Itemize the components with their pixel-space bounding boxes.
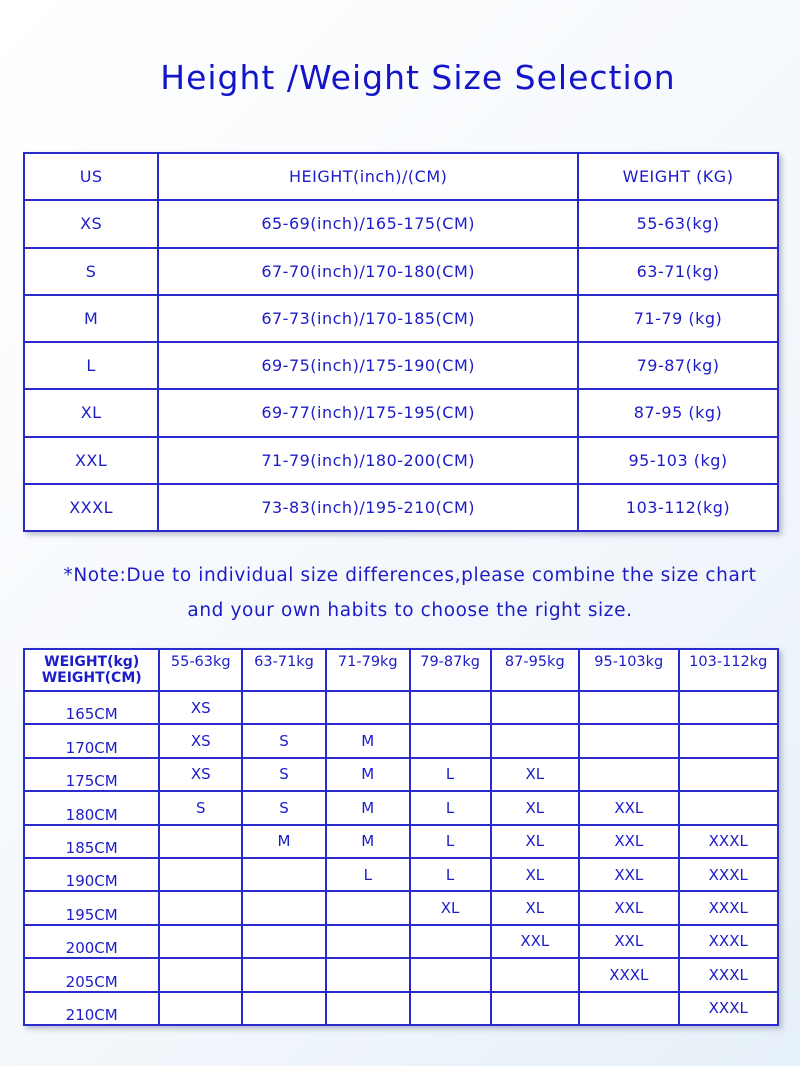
size-cell: XS: [159, 691, 242, 724]
size-cell: M: [326, 758, 410, 791]
size-cell: [679, 691, 779, 724]
height-cell: 69-77(inch)/175-195(CM): [158, 389, 578, 436]
height-cell: 71-79(inch)/180-200(CM): [158, 437, 578, 484]
weight-cell: 71-79 (kg): [578, 295, 778, 342]
size-cell: [491, 992, 580, 1025]
size-cell: XXXL: [679, 992, 779, 1025]
size-cell: [491, 724, 580, 757]
size-cell: [159, 992, 242, 1025]
height-label: 185CM: [24, 825, 159, 858]
size-cell: [491, 691, 580, 724]
header-weight: WEIGHT (KG): [578, 153, 778, 200]
size-cell: XS: [24, 200, 158, 247]
size-cell: M: [24, 295, 158, 342]
weight-range-header: 87-95kg: [491, 649, 580, 691]
weight-cell: 87-95 (kg): [578, 389, 778, 436]
weight-range-header: 95-103kg: [579, 649, 678, 691]
size-cell: XL: [410, 891, 491, 924]
size-cell: XL: [491, 891, 580, 924]
table-row: [24, 389, 778, 436]
table-row: [24, 791, 778, 824]
height-label: 165CM: [24, 691, 159, 724]
size-cell: M: [326, 724, 410, 757]
size-cell: XXXL: [679, 958, 779, 991]
size-cell: XXXL: [679, 825, 779, 858]
weight-range-header: 103-112kg: [679, 649, 779, 691]
corner-weight-label: WEIGHT(kg): [44, 654, 140, 670]
size-cell: L: [410, 758, 491, 791]
size-cell: [242, 992, 326, 1025]
size-cell: XS: [159, 758, 242, 791]
weight-cell: 55-63(kg): [578, 200, 778, 247]
size-cell: S: [242, 758, 326, 791]
table-row: [24, 342, 778, 389]
size-cell: [326, 891, 410, 924]
size-cell: [326, 992, 410, 1025]
size-cell: [242, 691, 326, 724]
size-cell: L: [410, 858, 491, 891]
matrix-corner-label: [24, 649, 159, 691]
size-table-header: [24, 153, 778, 200]
size-cell: [242, 891, 326, 924]
size-cell: XXL: [579, 791, 678, 824]
header-us: US: [24, 153, 158, 200]
height-label: 205CM: [24, 958, 159, 991]
size-cell: [679, 791, 779, 824]
size-cell: XXXL: [679, 891, 779, 924]
height-weight-matrix: [23, 648, 779, 1026]
size-cell: XS: [159, 724, 242, 757]
size-cell: [679, 758, 779, 791]
height-cell: 65-69(inch)/165-175(CM): [158, 200, 578, 247]
note-line-1: *Note:Due to individual size differences,please combine the size chart: [63, 565, 757, 586]
size-cell: XL: [491, 858, 580, 891]
table-row: [24, 724, 778, 757]
height-label: 190CM: [24, 858, 159, 891]
size-cell: [159, 925, 242, 958]
size-note: [0, 558, 800, 628]
size-cell: [410, 925, 491, 958]
size-cell: XXL: [579, 925, 678, 958]
height-cell: 69-75(inch)/175-190(CM): [158, 342, 578, 389]
table-row: [24, 891, 778, 924]
size-cell: L: [326, 858, 410, 891]
table-row: [24, 758, 778, 791]
size-cell: XXXL: [679, 858, 779, 891]
weight-range-header: 79-87kg: [410, 649, 491, 691]
height-label: 175CM: [24, 758, 159, 791]
size-cell: XXL: [491, 925, 580, 958]
weight-range-header: 55-63kg: [159, 649, 242, 691]
size-cell: [326, 691, 410, 724]
size-cell: S: [242, 724, 326, 757]
weight-range-header: 71-79kg: [326, 649, 410, 691]
size-cell: XXXL: [579, 958, 678, 991]
size-cell: XXXL: [679, 925, 779, 958]
size-cell: XXL: [579, 825, 678, 858]
table-row: [24, 858, 778, 891]
size-cell: [159, 958, 242, 991]
size-cell: S: [159, 791, 242, 824]
weight-cell: 95-103 (kg): [578, 437, 778, 484]
size-cell: [326, 925, 410, 958]
height-label: 195CM: [24, 891, 159, 924]
size-cell: [579, 691, 678, 724]
size-cell: [242, 858, 326, 891]
size-cell: [410, 724, 491, 757]
weight-range-header: 63-71kg: [242, 649, 326, 691]
size-cell: [579, 992, 678, 1025]
size-cell: M: [242, 825, 326, 858]
table-row: [24, 248, 778, 295]
height-cell: 67-70(inch)/170-180(CM): [158, 248, 578, 295]
size-cell: [242, 925, 326, 958]
height-label: 210CM: [24, 992, 159, 1025]
size-cell: [579, 758, 678, 791]
table-row: [24, 691, 778, 724]
size-cell: XXL: [24, 437, 158, 484]
size-cell: L: [24, 342, 158, 389]
size-cell: [410, 958, 491, 991]
size-cell: XL: [491, 758, 580, 791]
weight-cell: 79-87(kg): [578, 342, 778, 389]
size-cell: M: [326, 825, 410, 858]
size-cell: XXL: [579, 858, 678, 891]
corner-height-label: WEIGHT(CM): [41, 670, 142, 686]
height-label: 200CM: [24, 925, 159, 958]
size-cell: [159, 858, 242, 891]
table-row: [24, 825, 778, 858]
table-row: [24, 437, 778, 484]
size-cell: XXL: [579, 891, 678, 924]
size-cell: [410, 691, 491, 724]
size-table: [23, 152, 779, 532]
table-row: [24, 925, 778, 958]
size-cell: [159, 891, 242, 924]
height-label: 180CM: [24, 791, 159, 824]
table-row: [24, 992, 778, 1025]
size-cell: XL: [491, 825, 580, 858]
size-cell: XL: [24, 389, 158, 436]
note-line-2: and your own habits to choose the right size.: [187, 600, 633, 621]
page-title: Height /Weight Size Selection: [160, 58, 676, 97]
size-cell: XXXL: [24, 484, 158, 531]
table-row: [24, 200, 778, 247]
size-cell: [242, 958, 326, 991]
size-cell: [579, 724, 678, 757]
size-cell: L: [410, 791, 491, 824]
header-height: HEIGHT(inch)/(CM): [158, 153, 578, 200]
height-label: 170CM: [24, 724, 159, 757]
table-row: [24, 295, 778, 342]
size-cell: [410, 992, 491, 1025]
size-cell: [326, 958, 410, 991]
table-row: [24, 958, 778, 991]
height-cell: 73-83(inch)/195-210(CM): [158, 484, 578, 531]
size-cell: XL: [491, 791, 580, 824]
size-cell: [159, 825, 242, 858]
size-cell: [491, 958, 580, 991]
size-cell: S: [24, 248, 158, 295]
size-cell: L: [410, 825, 491, 858]
weight-cell: 63-71(kg): [578, 248, 778, 295]
size-cell: M: [326, 791, 410, 824]
matrix-header-row: [24, 649, 778, 691]
table-row: [24, 484, 778, 531]
weight-cell: 103-112(kg): [578, 484, 778, 531]
size-cell: [679, 724, 779, 757]
height-cell: 67-73(inch)/170-185(CM): [158, 295, 578, 342]
size-cell: S: [242, 791, 326, 824]
